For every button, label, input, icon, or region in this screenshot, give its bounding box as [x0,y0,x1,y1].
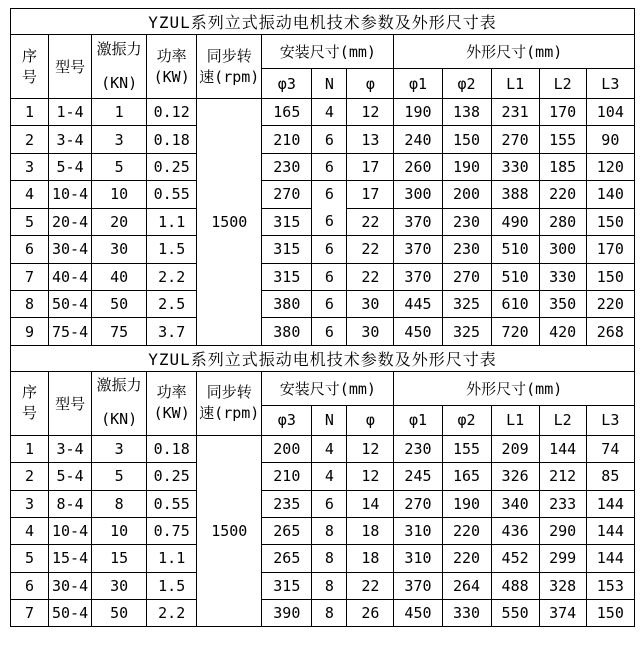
stacked-value: 6 [324,185,334,204]
data-cell: 2.2 [147,263,197,290]
table-row [11,435,635,462]
data-cell: 22 [347,572,394,599]
data-cell: 4 [312,463,347,490]
table-row [11,572,635,599]
data-cell: 75-4 [49,318,92,345]
data-cell: 330 [442,600,491,627]
data-cell: 120 [586,153,634,180]
data-cell: 144 [586,545,634,572]
data-cell: 220 [442,545,491,572]
data-cell: 6 [312,263,347,290]
data-cell: 370 [394,263,442,290]
data-cell: 230 [442,236,491,263]
data-cell: 350 [539,290,586,317]
data-cell: 370 [394,208,442,236]
data-cell: 452 [491,545,539,572]
data-cell [312,181,347,236]
data-cell: 0.25 [147,463,197,490]
data-cell: 144 [539,435,586,462]
header-force [92,371,147,435]
data-cell: 230 [394,435,442,462]
data-cell: 3-4 [49,435,92,462]
data-cell: 550 [491,600,539,627]
data-cell: 290 [539,517,586,544]
header-force-line2: (KN) [101,73,138,92]
data-cell: 150 [442,126,491,153]
header-l2: L2 [539,405,586,435]
data-cell: 8 [312,600,347,627]
table-body-2 [11,435,635,627]
data-cell: 1.1 [147,545,197,572]
header-n: N [312,69,347,99]
header-model: 型号 [49,35,92,99]
data-cell: 30-4 [49,236,92,263]
header-seq [11,371,49,435]
data-cell: 720 [491,318,539,345]
data-cell: 6 [312,236,347,263]
data-cell: 1 [11,99,49,126]
data-cell: 22 [347,236,394,263]
header-model: 型号 [49,371,92,435]
table-row [11,236,635,263]
data-cell: 445 [394,290,442,317]
data-cell: 4 [11,517,49,544]
data-cell: 5 [11,545,49,572]
data-cell: 1.1 [147,208,197,236]
header-force-line2: (KN) [101,410,138,429]
data-cell: 370 [394,572,442,599]
data-cell: 22 [347,208,394,236]
data-cell: 240 [394,126,442,153]
data-cell: 150 [586,208,634,236]
table-title-row [11,9,635,35]
table-title: YZUL系列立式振动电机技术参数及外形尺寸表 [11,9,635,35]
data-cell: 190 [442,490,491,517]
header-power-line2: (KW) [153,404,190,423]
data-cell: 170 [586,236,634,263]
data-cell: 265 [262,517,312,544]
table-row [11,181,635,209]
data-cell: 18 [347,545,394,572]
data-cell: 315 [262,208,312,236]
header-seq-line1: 序 [22,383,38,402]
data-cell: 436 [491,517,539,544]
data-cell: 153 [586,572,634,599]
data-cell: 260 [394,153,442,180]
table-title-row [11,345,635,371]
data-cell: 1-4 [49,99,92,126]
data-cell: 220 [586,290,634,317]
table-row [11,99,635,126]
header-seq-line2: 号 [22,67,38,86]
data-cell: 330 [491,153,539,180]
data-cell: 610 [491,290,539,317]
header-phi3: φ3 [262,405,312,435]
data-cell: 3 [92,435,147,462]
data-cell: 235 [262,490,312,517]
data-cell: 190 [442,153,491,180]
data-cell: 150 [586,263,634,290]
data-cell: 12 [347,463,394,490]
data-cell: 3 [92,126,147,153]
data-cell: 315 [262,236,312,263]
data-cell: 6 [11,236,49,263]
data-cell: 165 [262,99,312,126]
header-l3: L3 [586,69,634,99]
table-row [11,290,635,317]
data-cell: 8-4 [49,490,92,517]
data-cell: 30-4 [49,572,92,599]
header-phi2: φ2 [442,69,491,99]
table-row [11,153,635,180]
header-seq [11,35,49,99]
data-cell: 1 [11,435,49,462]
data-cell: 155 [442,435,491,462]
data-cell: 1.5 [147,572,197,599]
data-cell: 150 [586,600,634,627]
spec-table-2 [10,345,635,628]
data-cell: 233 [539,490,586,517]
data-cell: 328 [539,572,586,599]
data-cell: 190 [394,99,442,126]
header-phi: φ [347,405,394,435]
data-cell: 420 [539,318,586,345]
header-phi1: φ1 [394,69,442,99]
data-cell: 268 [586,318,634,345]
header-n: N [312,405,347,435]
header-phi3: φ3 [262,69,312,99]
data-cell: 265 [262,545,312,572]
table-row [11,600,635,627]
data-cell: 0.18 [147,435,197,462]
table-row [11,263,635,290]
data-cell: 231 [491,99,539,126]
data-cell: 280 [539,208,586,236]
header-speed-line2: 速(rpm) [199,404,260,423]
data-cell: 104 [586,99,634,126]
data-cell: 50-4 [49,290,92,317]
data-cell: 30 [92,572,147,599]
data-cell: 1.5 [147,236,197,263]
data-cell: 5-4 [49,463,92,490]
data-cell: 300 [539,236,586,263]
data-cell: 10-4 [49,181,92,209]
data-cell: 4 [312,99,347,126]
data-cell: 17 [347,153,394,180]
header-seq-line2: 号 [22,404,38,423]
header-force-line1: 激振力 [96,39,142,58]
data-cell: 75 [92,318,147,345]
data-cell: 3 [11,490,49,517]
table-title: YZUL系列立式振动电机技术参数及外形尺寸表 [11,345,635,371]
data-cell: 8 [312,517,347,544]
data-cell: 74 [586,435,634,462]
data-cell: 380 [262,290,312,317]
header-force-line1: 激振力 [96,376,142,395]
data-cell: 15-4 [49,545,92,572]
data-cell: 30 [347,318,394,345]
data-cell: 300 [394,181,442,209]
data-cell: 220 [539,181,586,209]
data-cell: 5 [92,153,147,180]
data-cell: 510 [491,236,539,263]
header-power [147,35,197,99]
spec-table-1 [10,8,635,346]
header-l3: L3 [586,405,634,435]
data-cell: 212 [539,463,586,490]
data-cell: 340 [491,490,539,517]
data-cell: 10-4 [49,517,92,544]
data-cell: 5 [11,208,49,236]
data-cell: 330 [539,263,586,290]
data-cell: 170 [539,99,586,126]
table-row [11,490,635,517]
data-cell: 138 [442,99,491,126]
data-cell: 165 [442,463,491,490]
data-cell: 8 [11,290,49,317]
data-cell: 20-4 [49,208,92,236]
data-cell: 144 [586,490,634,517]
data-cell: 0.55 [147,490,197,517]
data-cell: 6 [312,290,347,317]
data-cell: 7 [11,600,49,627]
data-cell: 4 [312,435,347,462]
data-cell: 155 [539,126,586,153]
header-phi1: φ1 [394,405,442,435]
data-cell: 2.5 [147,290,197,317]
data-cell: 10 [92,517,147,544]
header-l2: L2 [539,69,586,99]
data-cell: 270 [491,126,539,153]
table-row [11,126,635,153]
data-cell: 230 [262,153,312,180]
data-cell: 210 [262,126,312,153]
header-force [92,35,147,99]
header-power-line1: 功率 [156,383,187,402]
data-cell: 2 [11,463,49,490]
data-cell: 230 [442,208,491,236]
data-cell: 374 [539,600,586,627]
data-cell: 185 [539,153,586,180]
data-cell: 140 [586,181,634,209]
data-cell: 6 [312,490,347,517]
data-cell: 6 [312,126,347,153]
data-cell: 6 [312,153,347,180]
data-cell: 30 [347,290,394,317]
data-cell: 450 [394,600,442,627]
table-row [11,545,635,572]
sync-speed-cell: 1500 [197,435,262,627]
data-cell: 310 [394,517,442,544]
data-cell: 270 [442,263,491,290]
data-cell: 200 [262,435,312,462]
data-cell: 40-4 [49,263,92,290]
data-cell: 315 [262,263,312,290]
header-speed [197,371,262,435]
header-speed-line1: 同步转 [206,46,252,65]
data-cell: 510 [491,263,539,290]
data-cell: 390 [262,600,312,627]
data-cell: 5 [92,463,147,490]
data-cell: 20 [92,208,147,236]
data-cell: 50 [92,290,147,317]
table-row [11,517,635,544]
data-cell: 144 [586,517,634,544]
header-phi2: φ2 [442,405,491,435]
data-cell: 12 [347,435,394,462]
header-l1: L1 [491,69,539,99]
data-cell: 3.7 [147,318,197,345]
data-cell: 40 [92,263,147,290]
data-cell: 6 [11,572,49,599]
sync-speed-cell: 1500 [197,99,262,346]
data-cell: 0.18 [147,126,197,153]
data-cell: 3-4 [49,126,92,153]
header-speed-line2: 速(rpm) [199,67,260,86]
data-cell: 450 [394,318,442,345]
data-cell: 315 [262,572,312,599]
data-cell: 326 [491,463,539,490]
data-cell: 6 [312,318,347,345]
data-cell: 209 [491,435,539,462]
data-cell: 50-4 [49,600,92,627]
header-group-row [11,35,635,69]
table-body-1 [11,99,635,346]
data-cell: 299 [539,545,586,572]
data-cell: 220 [442,517,491,544]
header-power-line1: 功率 [156,46,187,65]
data-cell: 15 [92,545,147,572]
data-cell: 200 [442,181,491,209]
data-cell: 8 [312,545,347,572]
data-cell: 5-4 [49,153,92,180]
data-cell: 0.55 [147,181,197,209]
data-cell: 30 [92,236,147,263]
data-cell: 8 [312,572,347,599]
data-cell: 370 [394,236,442,263]
data-cell: 488 [491,572,539,599]
data-cell: 85 [586,463,634,490]
data-cell: 210 [262,463,312,490]
data-cell: 490 [491,208,539,236]
data-cell: 388 [491,181,539,209]
data-cell: 0.12 [147,99,197,126]
data-cell: 270 [394,490,442,517]
header-outline-group: 外形尺寸(mm) [394,35,635,69]
data-cell: 9 [11,318,49,345]
data-cell: 2 [11,126,49,153]
data-cell: 325 [442,318,491,345]
data-cell: 2.2 [147,600,197,627]
header-l1: L1 [491,405,539,435]
data-cell: 17 [347,181,394,209]
data-cell: 13 [347,126,394,153]
data-cell: 22 [347,263,394,290]
data-cell: 325 [442,290,491,317]
header-power-line2: (KW) [153,67,190,86]
data-cell: 7 [11,263,49,290]
data-cell: 264 [442,572,491,599]
table-row [11,463,635,490]
data-cell: 50 [92,600,147,627]
data-cell: 12 [347,99,394,126]
header-phi: φ [347,69,394,99]
header-outline-group: 外形尺寸(mm) [394,371,635,405]
header-speed [197,35,262,99]
data-cell: 1 [92,99,147,126]
data-cell: 0.25 [147,153,197,180]
data-cell: 4 [11,181,49,209]
data-cell: 18 [347,517,394,544]
header-power [147,371,197,435]
data-cell: 245 [394,463,442,490]
header-seq-line1: 序 [22,46,38,65]
data-cell: 310 [394,545,442,572]
data-cell: 270 [262,181,312,209]
header-group-row [11,371,635,405]
data-cell: 14 [347,490,394,517]
stacked-value: 6 [324,212,334,231]
data-cell: 90 [586,126,634,153]
data-cell: 26 [347,600,394,627]
data-cell: 3 [11,153,49,180]
data-cell: 10 [92,181,147,209]
header-speed-line1: 同步转 [206,383,252,402]
table-row [11,318,635,345]
data-cell: 8 [92,490,147,517]
header-install-group: 安装尺寸(mm) [262,371,394,405]
header-install-group: 安装尺寸(mm) [262,35,394,69]
data-cell: 0.75 [147,517,197,544]
data-cell: 380 [262,318,312,345]
